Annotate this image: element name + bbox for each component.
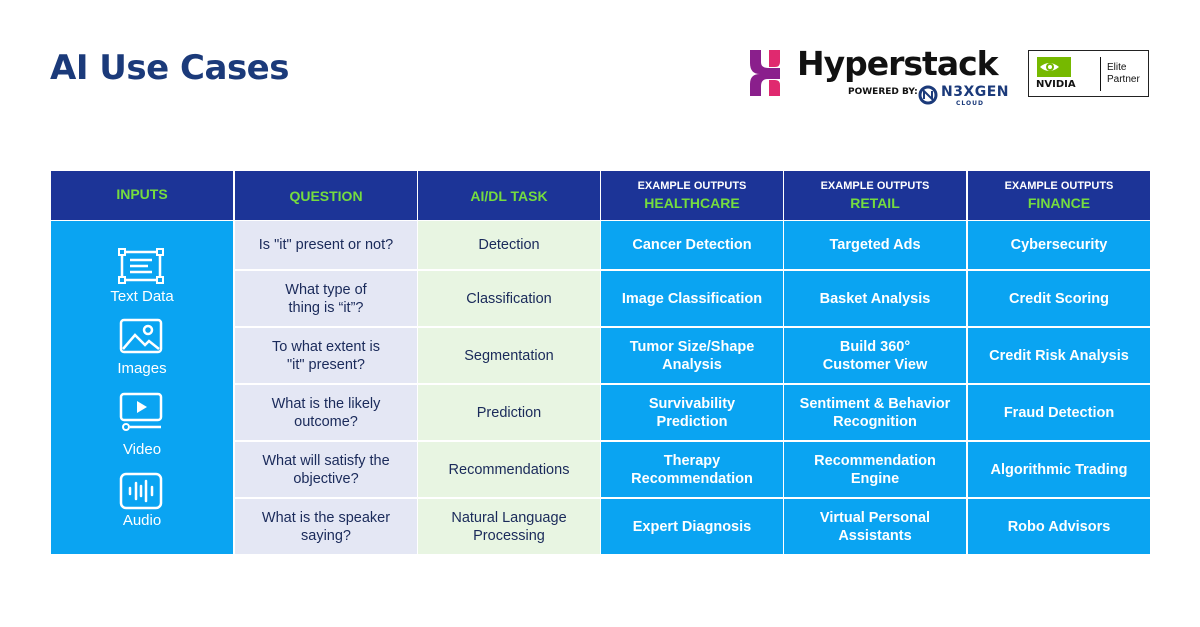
page-title: AI Use Cases (50, 48, 289, 88)
task-cell: Natural Language Processing (418, 499, 600, 554)
header-inputs: INPUTS (51, 171, 233, 220)
healthcare-cell: Survivability Prediction (601, 385, 783, 441)
healthcare-cell: Cancer Detection (601, 221, 783, 269)
video-icon (118, 392, 164, 432)
audio-icon (118, 471, 164, 511)
task-cell: Segmentation (418, 328, 600, 384)
text-data-icon (118, 246, 164, 286)
badge-divider (1100, 57, 1101, 91)
question-cell: To what extent is "it" present? (235, 328, 417, 384)
row-divider (235, 269, 1150, 271)
image-icon (118, 317, 164, 357)
n3xgen-logo-icon (918, 85, 938, 105)
row-divider (235, 440, 1150, 442)
input-label-images: Images (117, 360, 167, 377)
header-question: QUESTION (235, 171, 417, 220)
question-cell: What is the speaker saying? (235, 499, 417, 554)
healthcare-cell: Expert Diagnosis (601, 499, 783, 554)
retail-cell: Targeted Ads (784, 221, 966, 269)
healthcare-cell: Therapy Recommendation (601, 442, 783, 498)
input-label-text: Text Data (110, 288, 174, 305)
row-divider (235, 383, 1150, 385)
retail-cell: Sentiment & Behavior Recognition (784, 385, 966, 441)
finance-cell: Credit Risk Analysis (968, 328, 1150, 384)
finance-cell: Algorithmic Trading (968, 442, 1150, 498)
task-cell: Detection (418, 221, 600, 269)
nvidia-eye-icon (1037, 57, 1071, 77)
hyperstack-wordmark: Hyperstack (797, 44, 998, 83)
row-divider (235, 326, 1150, 328)
header-retail: EXAMPLE OUTPUTS RETAIL (784, 171, 966, 220)
row-divider (235, 497, 1150, 499)
task-cell: Recommendations (418, 442, 600, 498)
finance-cell: Cybersecurity (968, 221, 1150, 269)
input-label-video: Video (122, 441, 162, 458)
hyperstack-logo-icon (748, 48, 782, 98)
task-cell: Classification (418, 271, 600, 327)
question-cell: What is the likely outcome? (235, 385, 417, 441)
finance-cell: Fraud Detection (968, 385, 1150, 441)
retail-cell: Basket Analysis (784, 271, 966, 327)
question-cell: What will satisfy the objective? (235, 442, 417, 498)
nvidia-partner-badge (1028, 50, 1149, 97)
elite-partner-label: Elite Partner (1107, 62, 1140, 85)
inputs-column (51, 221, 233, 554)
healthcare-cell: Tumor Size/Shape Analysis (601, 328, 783, 384)
finance-cell: Robo Advisors (968, 499, 1150, 554)
nvidia-wordmark: NVIDIA (1036, 79, 1076, 90)
finance-cell: Credit Scoring (968, 271, 1150, 327)
n3xgen-wordmark: N3XGEN (941, 84, 1010, 100)
use-cases-table (51, 171, 1150, 554)
question-cell: Is "it" present or not? (235, 221, 417, 269)
header-finance: EXAMPLE OUTPUTS FINANCE (968, 171, 1150, 220)
header-healthcare: EXAMPLE OUTPUTS HEALTHCARE (601, 171, 783, 220)
retail-cell: Recommendation Engine (784, 442, 966, 498)
task-cell: Prediction (418, 385, 600, 441)
healthcare-cell: Image Classification (601, 271, 783, 327)
retail-cell: Build 360° Customer View (784, 328, 966, 384)
retail-cell: Virtual Personal Assistants (784, 499, 966, 554)
question-cell: What type of thing is “it”? (235, 271, 417, 327)
header-task: AI/DL TASK (418, 171, 600, 220)
n3xgen-subtitle: CLOUD (956, 100, 984, 107)
powered-by-label: POWERED BY: (848, 87, 918, 97)
input-label-audio: Audio (122, 512, 162, 529)
